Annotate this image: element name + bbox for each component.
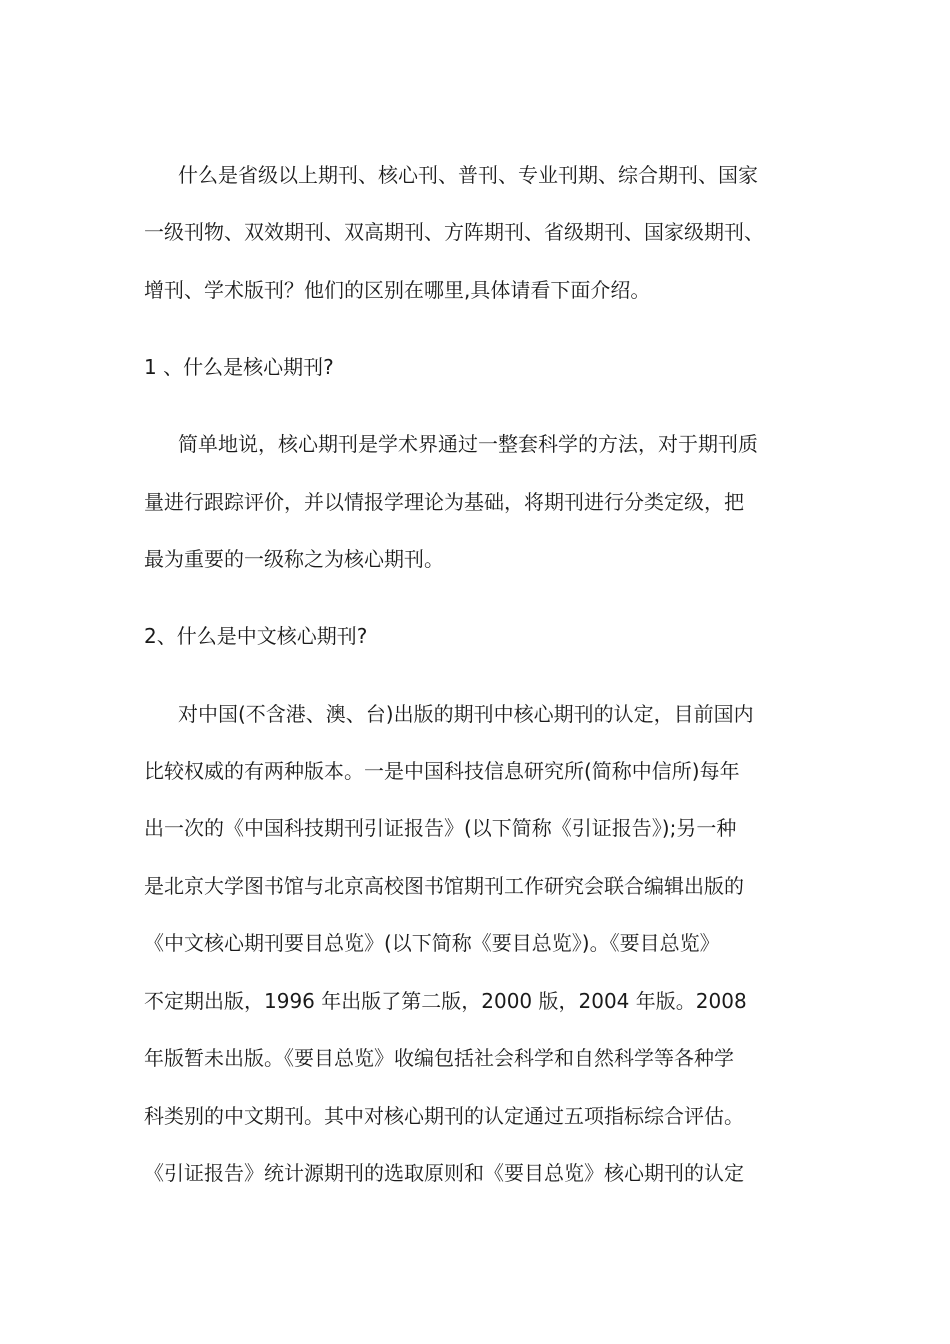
para2-line-1: 简单地说，核心期刊是学术界通过一整套科学的方法，对于期刊质 — [178, 432, 758, 456]
para3-line-4: 是北京大学图书馆与北京高校图书馆期刊工作研究会联合编辑出版的 — [144, 874, 744, 898]
para2-line-2: 量进行跟踪评价，并以情报学理论为基础，将期刊进行分类定级，把 — [144, 490, 744, 514]
para3-line-3: 出一次的《中国科技期刊引证报告》(以下简称《引证报告》);另一种 — [144, 816, 737, 840]
para1-line-3: 增刊、学术版刊？他们的区别在哪里,具体请看下面介绍。 — [144, 278, 651, 302]
para1-line-1: 什么是省级以上期刊、核心刊、普刊、专业刊期、综合期刊、国家 — [178, 163, 758, 187]
para3-line-1: 对中国(不含港、澳、台)出版的期刊中核心期刊的认定，目前国内 — [178, 702, 754, 726]
para3-line-6: 不定期出版，1996 年出版了第二版，2000 版，2004 年版。2008 — [144, 989, 747, 1013]
para3-line-2: 比较权威的有两种版本。一是中国科技信息研究所(简称中信所)每年 — [144, 759, 740, 783]
section-heading-1: 1 、什么是核心期刊? — [144, 355, 334, 379]
para3-line-5: 《中文核心期刊要目总览》(以下简称《要目总览》)。《要目总览》 — [144, 931, 720, 955]
para1-line-2: 一级刊物、双效期刊、双高期刊、方阵期刊、省级期刊、国家级期刊、 — [144, 220, 764, 244]
para3-line-8: 科类别的中文期刊。其中对核心期刊的认定通过五项指标综合评估。 — [144, 1104, 744, 1128]
para3-line-9: 《引证报告》统计源期刊的选取原则和《要目总览》核心期刊的认定 — [144, 1161, 744, 1185]
para2-line-3: 最为重要的一级称之为核心期刊。 — [144, 547, 444, 571]
para3-line-7: 年版暂未出版。《要目总览》收编包括社会科学和自然科学等各种学 — [144, 1046, 734, 1070]
section-heading-2: 2、什么是中文核心期刊? — [144, 624, 368, 648]
